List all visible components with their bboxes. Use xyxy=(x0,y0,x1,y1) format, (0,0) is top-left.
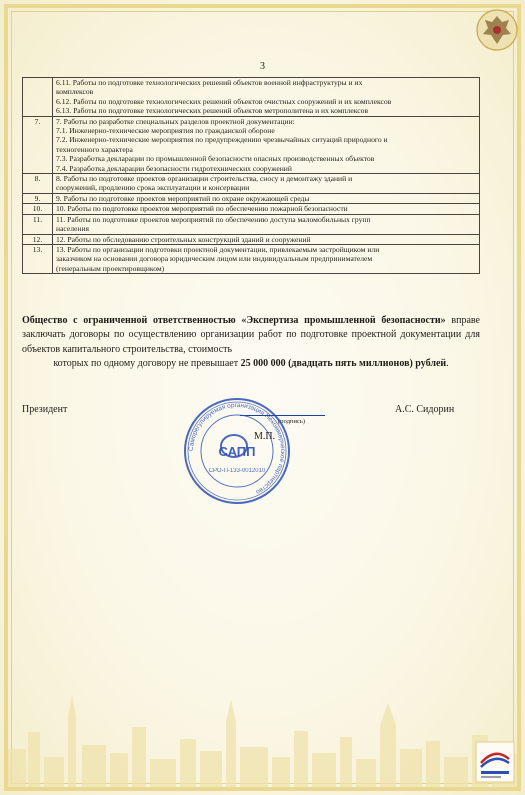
row-description xyxy=(53,244,480,273)
row-text-line: 8. Работы по подготовке проектов организации строительства, сносу и демонтажу зданий и xyxy=(56,174,353,184)
coat-of-arms-emblem xyxy=(475,8,519,52)
table-row xyxy=(23,214,480,234)
row-number: 8. xyxy=(23,174,53,194)
row-text-line: сооружений, продлению срока эксплуатации и консервации xyxy=(56,183,250,193)
row-number: 9. xyxy=(23,193,53,203)
works-table xyxy=(22,77,480,274)
row-text-line: 6.11. Работы по подготовке технологических решений объектов военной инфраструктуры и их xyxy=(56,78,363,87)
table-row xyxy=(23,234,480,244)
signature-caption: (подпись) xyxy=(278,418,305,425)
row-description xyxy=(53,78,480,117)
row-text-line: 7. Работы по разработке специальных разделов проектной документации: xyxy=(56,116,295,126)
row-text-line: 10. Работы по подготовке проектов мероприятий по обеспечению пожарной безопасности xyxy=(56,204,348,214)
row-number: 11. xyxy=(23,214,53,234)
official-seal-stamp xyxy=(182,396,292,506)
signatory-position: Президент xyxy=(22,404,68,415)
statement-text-1: вправе заключать договоры по осуществлению организации работ по подготовке проектной документации для объектов капитального строительства, стоимость xyxy=(22,315,480,355)
seal-inner-text: СРО-П-133-0012010 xyxy=(208,468,266,474)
company-name: Общество с ограниченной ответственностью «Экспертиза промышленной безопасности» xyxy=(22,315,446,326)
row-description xyxy=(53,234,480,244)
row-description xyxy=(53,116,480,173)
row-description xyxy=(53,204,480,214)
row-text-line: 7.3. Разработка декларации по промышленной безопасности опасных производственных объектов xyxy=(56,154,375,164)
contract-amount: 25 000 000 (двадцать пять миллионов) рублей xyxy=(240,358,447,370)
table-row xyxy=(23,204,480,214)
row-number: 7. xyxy=(23,116,53,173)
row-text-line: населения xyxy=(56,224,90,234)
row-number: 12. xyxy=(23,234,53,244)
statement-text-2: которых по одному договору не превышает xyxy=(53,358,241,370)
row-description xyxy=(53,174,480,194)
signatory-name: А.С. Сидорин xyxy=(395,404,455,415)
row-description xyxy=(53,214,480,234)
seal-outer-text: Саморегулируемая организация Некоммерческое партнерство xyxy=(187,401,287,496)
row-text-line: 7.4. Разработка декларации безопасности гидротехнических сооружений xyxy=(56,163,292,173)
row-text-line: техногенного характера xyxy=(56,144,133,154)
table-row xyxy=(23,244,480,273)
sapp-logo-icon xyxy=(475,741,515,783)
row-number: 10. xyxy=(23,204,53,214)
permission-statement xyxy=(22,314,480,372)
row-text-line: комплексов xyxy=(56,87,94,97)
row-text-line: 11. Работы по подготовке проектов мероприятий по обеспечению доступа маломобильных групп xyxy=(56,214,371,224)
statement-end: . xyxy=(446,358,449,370)
row-number xyxy=(23,78,53,117)
row-text-line: 9. Работы по подготовке проектов мероприятий по охране окружающей среды xyxy=(56,193,310,203)
table-row xyxy=(23,174,480,194)
stamp-place-caption: М.П. xyxy=(254,431,276,442)
row-number: 13. xyxy=(23,244,53,273)
table-row xyxy=(23,116,480,173)
row-text-line: 7.1. Инженерно-технические мероприятия по гражданской обороне xyxy=(56,126,275,136)
row-text-line: 13. Работы по организации подготовки проектной документации, привлекаемым застройщиком или xyxy=(56,244,380,254)
row-description xyxy=(53,193,480,203)
row-text-line: заказчиком на основании договора юридическим лицом или индивидуальным предпринимателем xyxy=(56,254,373,264)
row-text-line: (генеральным проектировщиком) xyxy=(56,263,165,273)
city-skyline-watermark xyxy=(8,687,517,787)
table-row xyxy=(23,193,480,203)
seal-logo: САПП xyxy=(218,444,256,459)
row-text-line: 6.12. Работы по подготовке технологических решений объектов очистных сооружений и их комплексов xyxy=(56,96,392,106)
row-text-line: 12. Работы по обследованию строительных конструкций зданий и сооружений xyxy=(56,234,311,244)
row-text-line: 6.13. Работы по подготовке технологических решений объектов метрополитена и их комплексов xyxy=(56,106,369,116)
table-row xyxy=(23,78,480,117)
page-number: 3 xyxy=(260,61,265,72)
row-text-line: 7.2. Инженерно-технические мероприятия по предупреждению чрезвычайных ситуаций природного и xyxy=(56,135,388,145)
